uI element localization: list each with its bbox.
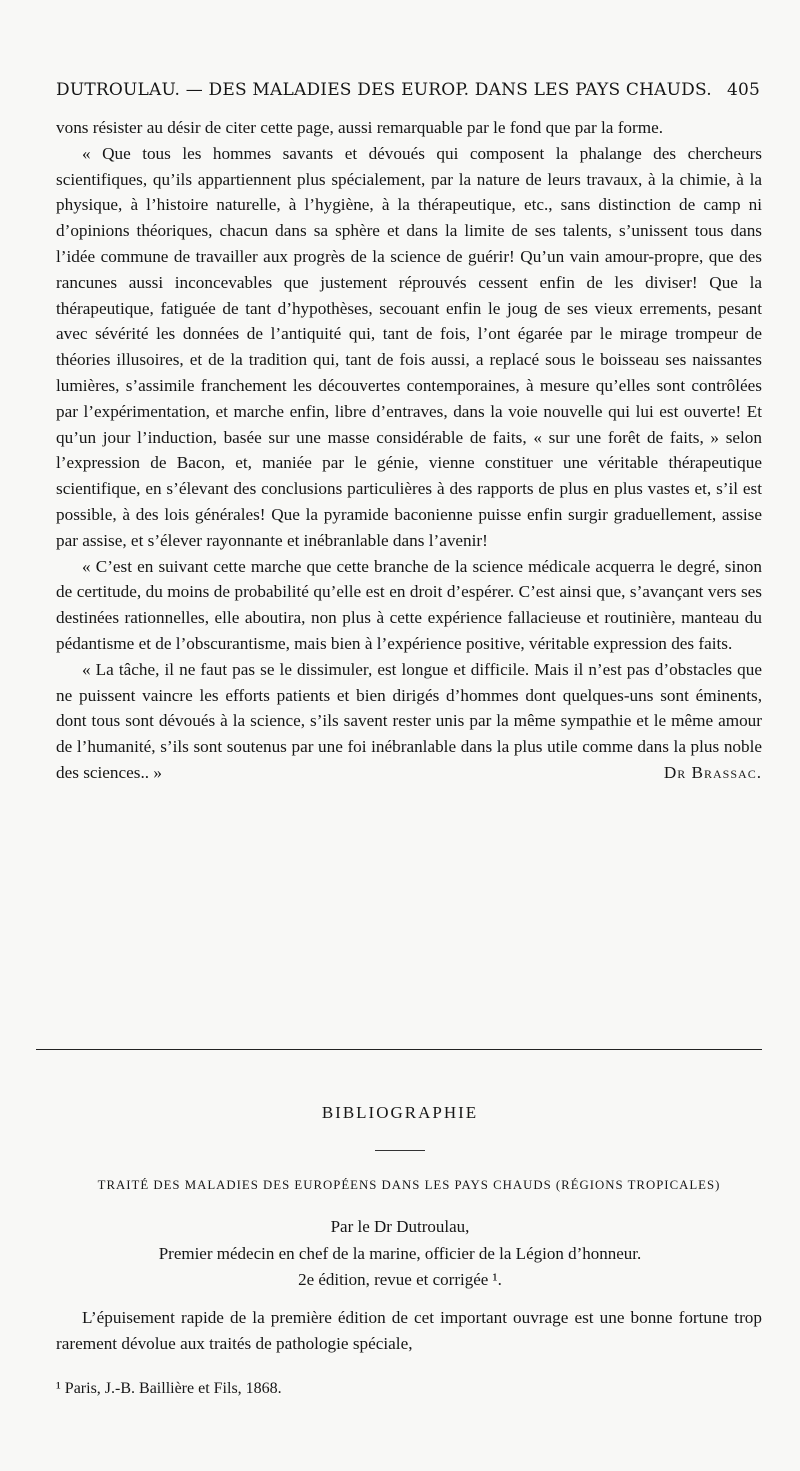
paragraph-1: vons résister au désir de citer cette page, aussi remarquable par le fond que par la forme. [56,118,664,137]
page-number: 405 [726,80,760,100]
book-author-title: Premier médecin en chef de la marine, officier de la Légion d’honneur. [158,1244,642,1263]
title-underline [375,1150,425,1151]
paragraph-4-text: « La tâche, il ne faut pas se le dissimuler, est longue et difficile. Mais il n’est pas d’obstacles que ne puissent vaincre les efforts patients et bien dirigés d’hommes dont quelques-uns sont éminents, dont tous sont dévoués à la science, s’ils savent rester unis par la même sympathie et le même amour de l’humanité, s’ils sont soutenus par une foi inébranlable dans la plus utile comme dans la plus noble des sciences.. » [56,659,762,782]
running-head-title: DUTROULAU. — DES MALADIES DES EUROP. DANS LES PAYS CHAUDS. [56,80,712,100]
signature: Dr Brassac. [663,762,762,782]
book-title: TRAITÉ DES MALADIES DES EUROPÉENS DANS LES PAYS CHAUDS (RÉGIONS TROPICALES) [97,1178,721,1192]
running-head [56,80,760,100]
review-text: L’épuisement rapide de la première édition de cet important ouvrage est une bonne fortune trop rarement dévolue aux traités de pathologie spéciale, [56,1308,762,1353]
paragraph-2: « Que tous les hommes savants et dévoués qui composent la phalange des chercheurs scientifiques, qu’ils appartiennent plus spécialement, par la nature de leurs travaux, à la chimie, à la physique, à l’histoire naturelle, à l’hygiène, à la thérapeutique, etc., sans distinction de camp ni d’opinions théoriques, chacun dans sa sphère et dans la limite de ses talents, s’unissent tous dans l’idée commune de travailler aux progrès de la science de guérir! Qu’un vain amour-propre, que des rancunes aussi inconcevables que justement réprouvés cessent enfin de les diviser! Que la thérapeutique, fatiguée de tant d’hypothèses, secouant enfin le joug de ses vieux errements, pesant avec sévérité les données de l’antiquité qui, tant de fois, l’ont égarée par le mirage trompeur de théories illusoires, et de la tradition qui, tant de fois aussi, a replacé sous le boisseau ses naissantes lumières, s’assimile franchement les découvertes contemporaines, à mesure qu’elles sont contrôlées par l’expérimentation, et marche enfin, libre d’entraves, dans la voie nouvelle qui lui est ouverte! Et qu’un jour l’induction, basée sur une masse considérable de faits, « sur une forêt de faits, » selon l’expression de Bacon, et, maniée par le génie, vienne constituer une véritable thérapeutique scientifique, en s’élevant des conclusions particulières à des rapports de plus en plus vastes et, s’il est possible, à des lois générales! Que la pyramide baconienne puisse enfin surgir graduellement, assise par assise, et s’élever rayonnante et inébranlable dans l’avenir! [56,143,762,550]
paragraph-4 [56,657,762,786]
footnote: ¹ Paris, J.-B. Baillière et Fils, 1868. [56,1380,282,1397]
book-author: Par le Dr Dutroulau, [330,1217,470,1236]
section-title: BIBLIOGRAPHIE [321,1103,479,1122]
section-divider [36,1049,762,1050]
body-text [56,115,762,786]
book-edition: 2e édition, revue et corrigée ¹. [298,1270,502,1289]
paragraph-3: « C’est en suivant cette marche que cette branche de la science médicale acquerra le degré, sinon de certitude, du moins de probabilité qu’elle est en droit d’espérer. C’est ainsi que, s’avançant vers ses destinées rationnelles, elle aboutira, non plus à cette expérience fallacieuse et routinière, manteau du pédantisme et de l’obscurantisme, mais bien à l’expérience positive, véritable expression des faits. [56,556,762,653]
